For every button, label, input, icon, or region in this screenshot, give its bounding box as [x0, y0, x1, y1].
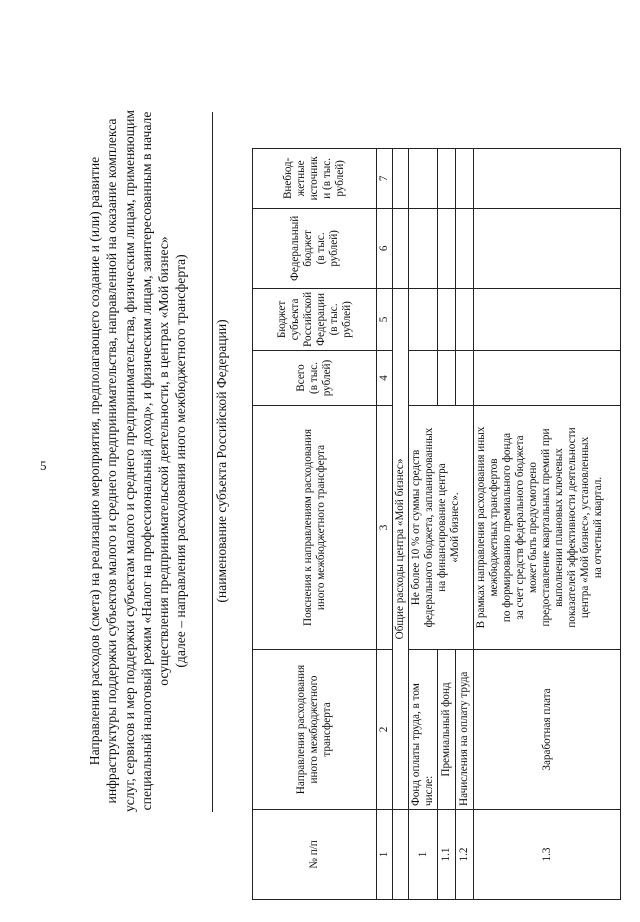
- value-cell: [474, 148, 621, 208]
- table-row: [409, 148, 438, 899]
- value-cell: [474, 351, 621, 406]
- column-number: 4: [377, 351, 393, 406]
- value-cell: [438, 288, 456, 350]
- note-line: на финансирование центра: [436, 463, 448, 592]
- header-text: источник: [308, 156, 320, 201]
- subject-label: (наименование субъекта Российской Федерации): [214, 319, 229, 603]
- row-direction: Премиальный фонд: [438, 650, 456, 810]
- header-text: иного межбюджетного: [308, 675, 320, 784]
- note-line: Не более 10 % от суммы средств: [410, 449, 422, 606]
- header-text: Пояснения к направлениям расходования: [301, 428, 314, 627]
- header-text: и (в тыс.: [321, 157, 333, 199]
- column-number: 3: [377, 406, 393, 650]
- section-title: Общие расходы центра «Мой бизнес»: [393, 288, 409, 809]
- header-text: № п/п: [308, 840, 320, 869]
- note-line: В рамках направления расходования иных: [475, 426, 487, 629]
- header-text: субъекта: [288, 298, 301, 341]
- value-cell: [456, 351, 474, 406]
- page-number: 5: [40, 458, 47, 473]
- section-row: [393, 148, 409, 899]
- header-explanation: [253, 406, 377, 650]
- header-direction: [253, 650, 377, 810]
- note-line: на отчетный квартал.: [592, 476, 604, 579]
- row-explanation: [409, 406, 474, 650]
- value-cell: [409, 288, 438, 350]
- value-cell: [438, 148, 456, 208]
- title-line: Направления расходов (смета) на реализацию мероприятия, предполагающего создание и (или) развитие: [87, 156, 102, 766]
- value-cell: [456, 148, 474, 208]
- note-line: за счет средств федерального бюджета: [514, 435, 526, 620]
- column-number: 5: [377, 288, 393, 350]
- section-spacer: [393, 810, 409, 900]
- title-line: услуг, сервисов и мер поддержки субъектам малого и среднего предпринимательства, физическим лицам, применяющим: [121, 109, 137, 813]
- row-explanation: [474, 406, 621, 650]
- header-federal-budget: [253, 208, 377, 288]
- row-direction: Заработная плата: [474, 650, 621, 810]
- column-number: 6: [377, 208, 393, 288]
- header-text: (в тыс.: [308, 362, 320, 394]
- header-extrabudgetary: [253, 148, 377, 208]
- note-line: центра «Мой бизнес», установленных: [579, 436, 591, 619]
- header-text: рублей): [321, 359, 333, 397]
- row-direction: Начисления на оплату труда: [456, 650, 474, 810]
- header-text: бюджет: [301, 230, 314, 267]
- header-text: Федерации: [314, 293, 327, 346]
- header-text: Бюджет: [275, 300, 288, 339]
- expense-table: [252, 148, 621, 900]
- row-number: 1.1: [438, 810, 456, 900]
- header-text: (в тыс.: [327, 303, 340, 336]
- header-text: Федеральный: [288, 215, 301, 281]
- note-line: по формированию премиального фонда: [501, 432, 513, 623]
- subject-underline: [212, 112, 213, 812]
- note-line: межбюджетных трансфертов: [488, 458, 500, 597]
- header-text: жетные: [295, 160, 307, 197]
- header-row: [253, 148, 377, 899]
- note-line: выполнении плановых ключевых: [553, 448, 565, 607]
- header-text: Направления расходования: [295, 664, 307, 795]
- value-cell: [474, 288, 621, 350]
- header-text: (в тыс.: [314, 232, 327, 265]
- header-num: [253, 810, 377, 900]
- header-text: Российской: [301, 291, 314, 347]
- note-line: «Мой бизнес».: [449, 492, 461, 563]
- header-text: Внебюд-: [282, 157, 294, 200]
- column-number: 7: [377, 148, 393, 208]
- note-line: может быть предусмотрено: [527, 462, 539, 593]
- value-cell: [456, 208, 474, 288]
- row-direction: Фонд оплаты труда, в том числе:: [409, 650, 438, 810]
- header-text: рублей): [334, 160, 346, 197]
- title-line: (далее – направления расходования иного межбюджетного трансферта): [173, 254, 189, 668]
- title-line: инфраструктуры поддержки субъектов малого и среднего предпринимательства, направленной на оказание комплекса: [104, 118, 120, 804]
- section-spacer: [393, 148, 409, 208]
- value-cell: [438, 208, 456, 288]
- section-spacer: [393, 208, 409, 288]
- header-text: трансферта: [321, 702, 333, 757]
- note-line: показателей эффективности деятельности: [566, 427, 578, 628]
- header-text: рублей): [340, 301, 353, 338]
- value-cell: [474, 208, 621, 288]
- value-cell: [409, 148, 438, 208]
- value-cell: [409, 351, 438, 406]
- header-text: Всего: [295, 364, 307, 392]
- header-regional-budget: [253, 288, 377, 350]
- note-line: предоставление квартальных премий при: [540, 428, 552, 627]
- document-title: [86, 20, 190, 902]
- row-number: 1.2: [456, 810, 474, 900]
- value-cell: [456, 288, 474, 350]
- value-cell: [438, 351, 456, 406]
- column-number: 2: [377, 650, 393, 810]
- title-line: осуществления предпринимательской деятельности, в центрах «Мой бизнес»: [156, 236, 172, 686]
- header-total: [253, 351, 377, 406]
- note-line: федерального бюджета, запланированных: [423, 427, 435, 628]
- column-number-row: [377, 148, 393, 899]
- header-text: иного межбюджетного трансферта: [314, 444, 327, 611]
- title-line: специальный налоговый режим «Налог на профессиональный доход», и физическим лицам, заинтересованным в начале: [138, 111, 154, 811]
- row-number: 1: [409, 810, 438, 900]
- header-text: рублей): [327, 230, 340, 267]
- value-cell: [409, 208, 438, 288]
- column-number: 1: [377, 810, 393, 900]
- table-row: [474, 148, 621, 899]
- row-number: 1.3: [474, 810, 621, 900]
